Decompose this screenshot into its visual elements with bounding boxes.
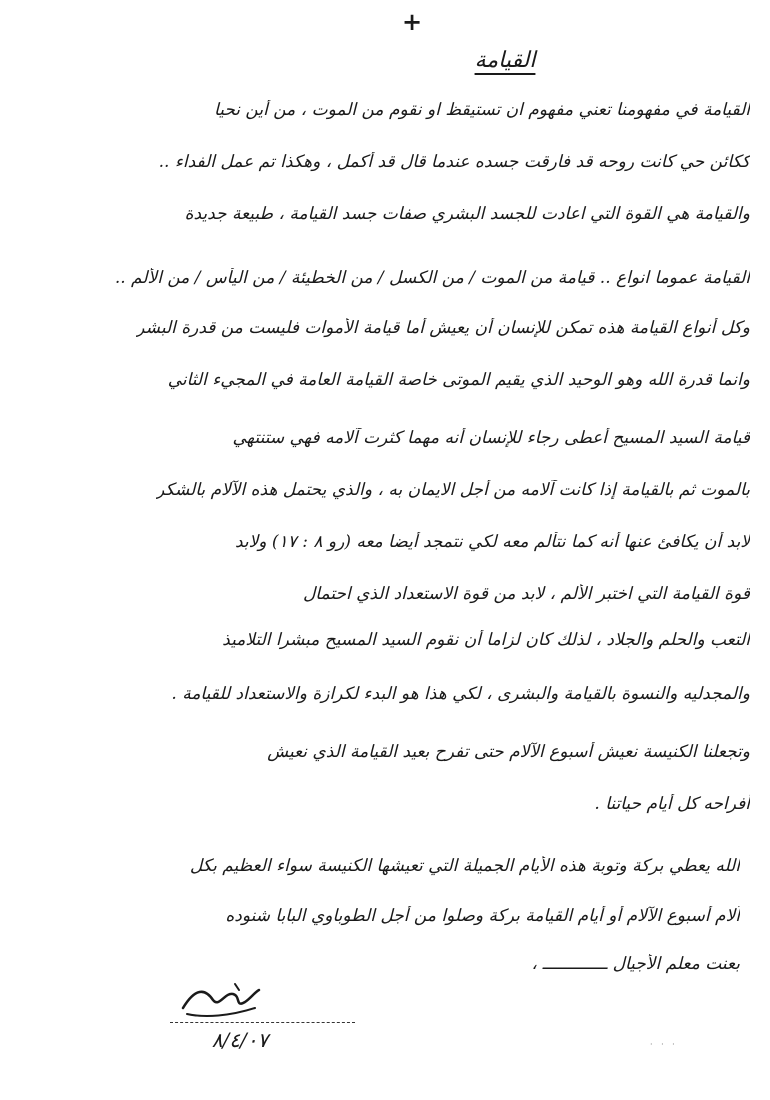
scan-marks: · · · xyxy=(650,1040,678,1049)
body-line: وانما قدرة الله وهو الوحيد الذي يقيم الموتى خاصة القيامة العامة في المجيء الثاني xyxy=(167,370,750,390)
body-line: والقيامة هي القوة التي اعادت للجسد البشري صفات جسد القيامة ، طبيعة جديدة xyxy=(184,204,750,224)
closing-line: آلام أسبوع الآلام أو أيام القيامة بركة وصلوا من أجل الطوباوي البابا شنوده xyxy=(225,906,740,926)
body-line: والمجدليه والنسوة بالقيامة والبشرى ، لكي هذا هو البدء لكرازة والاستعداد للقيامة . xyxy=(171,684,750,704)
body-line: قيامة السيد المسيح أعطى رجاء للإنسان أنه مهما كثرت آلامه فهي ستنتهي xyxy=(232,428,750,448)
body-line: القيامة عموما انواع .. قيامة من الموت / من الكسل / من الخطيئة / من اليأس / من الألم .. xyxy=(114,268,750,288)
body-line: بالموت ثم بالقيامة إذا كانت آلامه من أجل الايمان به ، والذي يحتمل هذه الآلام بالشكر xyxy=(156,480,750,500)
body-line: لابد أن يكافئ عنها أنه كما نتألم معه لكي نتمجد أيضا معه (رو ٨ : ١٧) ولابد xyxy=(234,532,750,552)
cross-symbol: + xyxy=(402,7,423,36)
body-line: أفراحه كل أيام حياتنا . xyxy=(594,794,750,814)
closing-line: الله يعطي بركة وتوبة هذه الأيام الجميلة التي تعيشها الكنيسة سواء العظيم بكل xyxy=(189,856,740,876)
handwritten-signature xyxy=(175,978,265,1028)
body-line: ككائن حي كانت روحه قد فارقت جسده عندما قال قد أكمل ، وهكذا تم عمل الفداء .. xyxy=(158,152,750,172)
body-line: وتجعلنا الكنيسة نعيش أسبوع الآلام حتى تفرح بعيد القيامة الذي نعيش xyxy=(267,742,750,762)
letter-date: ٨/٤/٠٧ xyxy=(211,1028,269,1052)
body-line: قوة القيامة التي اختبر الألم ، لابد من قوة الاستعداد الذي احتمال xyxy=(302,584,750,604)
page-title: القيامة xyxy=(474,48,536,73)
body-line: القيامة في مفهومنا تعني مفهوم ان تستيقظ او نقوم من الموت ، من أين نحيا xyxy=(214,100,750,120)
closing-line: بعنت معلم الأجيال ـــــــــــــ ، xyxy=(531,954,740,974)
signature-line xyxy=(170,1022,355,1023)
body-line: وكل أنواع القيامة هذه تمكن للإنسان أن يعيش أما قيامة الأموات فليست من قدرة البشر xyxy=(136,318,750,338)
body-line: التعب والحلم والجلاد ، لذلك كان لزاما أن نقوم السيد المسيح مبشرا التلاميذ xyxy=(222,630,750,650)
